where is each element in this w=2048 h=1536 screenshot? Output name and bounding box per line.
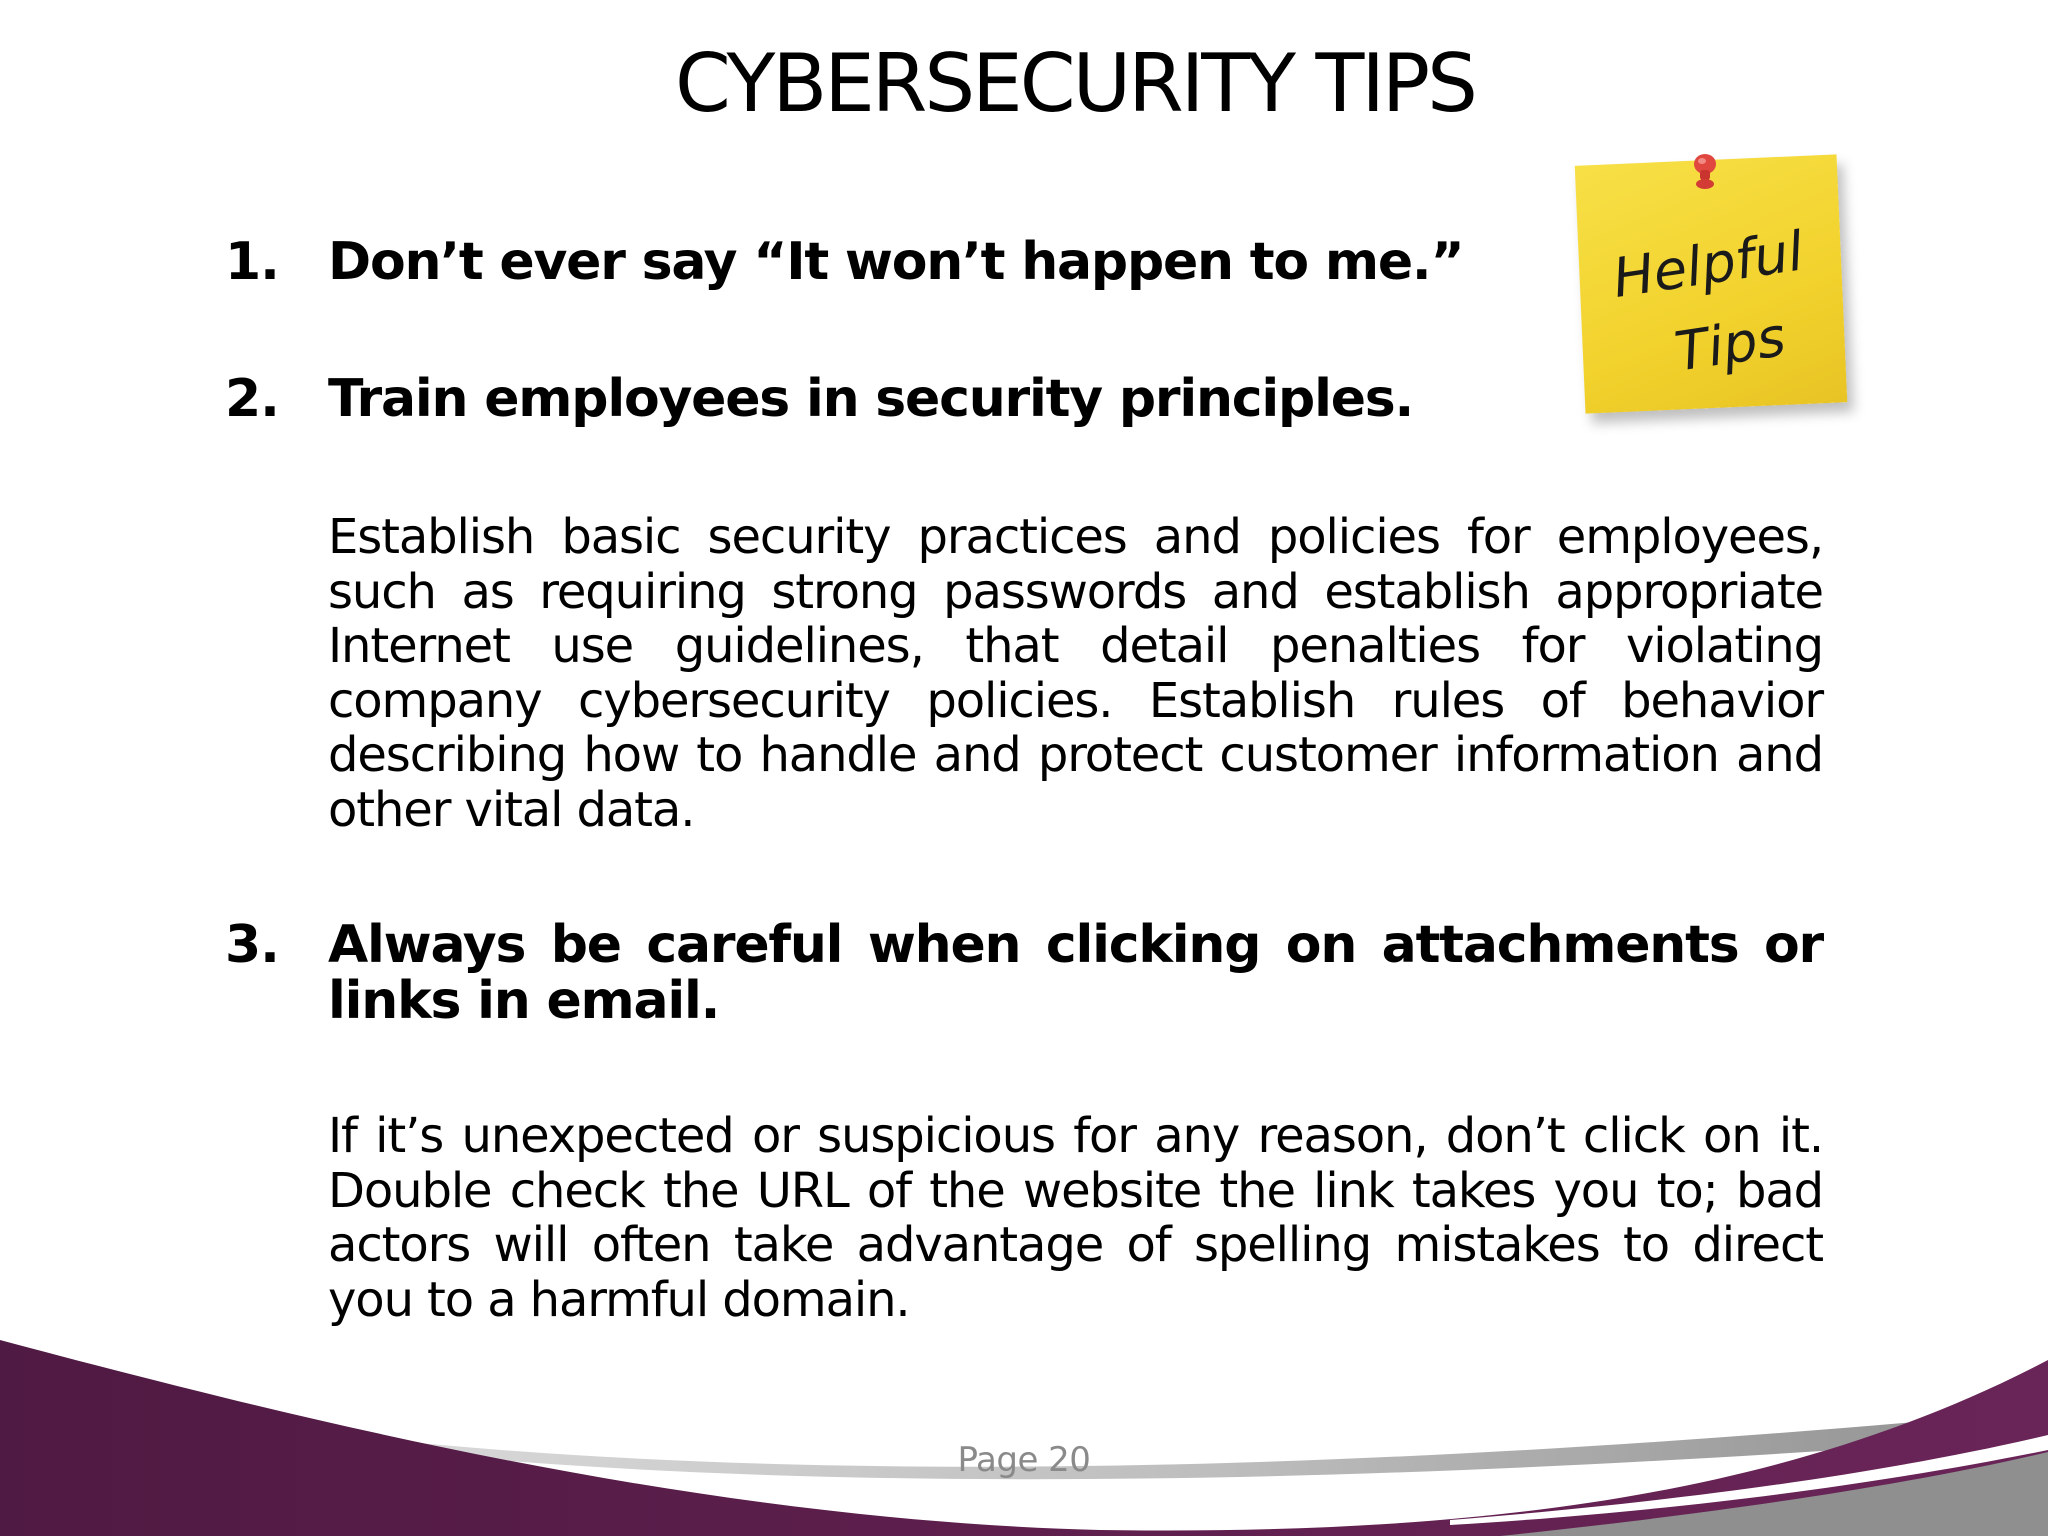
tip-body-3: If it’s unexpected or suspicious for any reason, don’t click on it. Double check the URL of the website the link takes you to; bad actors will often take advantage of spelling mistakes to direct you to a harmful domain. xyxy=(328,1108,1823,1328)
tip-body-2: Establish basic security practices and policies for employees, such as requiring strong passwords and establish appropriate Internet use guidelines, that detail penalties for violating company cybersecurity policies. Establish rules of behavior describing how to handle and protect customer information and other vital data. xyxy=(328,509,1823,838)
tip-number: 2. xyxy=(225,369,279,429)
tip-heading: Always be careful when clicking on attachments or links in email. xyxy=(328,915,1823,1031)
sticky-note-line1: Helpful xyxy=(1608,219,1808,311)
tip-number: 1. xyxy=(225,232,279,292)
footer-wave xyxy=(0,1340,2048,1536)
pushpin-icon xyxy=(1685,150,1725,200)
page-number: Page 20 xyxy=(957,1440,1091,1480)
tip-number: 3. xyxy=(225,915,279,975)
tip-heading: Train employees in security principles. xyxy=(328,369,1414,429)
sticky-note-line2: Tips xyxy=(1670,305,1790,384)
slide-title: CYBERSECURITY TIPS xyxy=(675,37,1475,130)
tip-heading: Don’t ever say “It won’t happen to me.” xyxy=(328,232,1464,292)
